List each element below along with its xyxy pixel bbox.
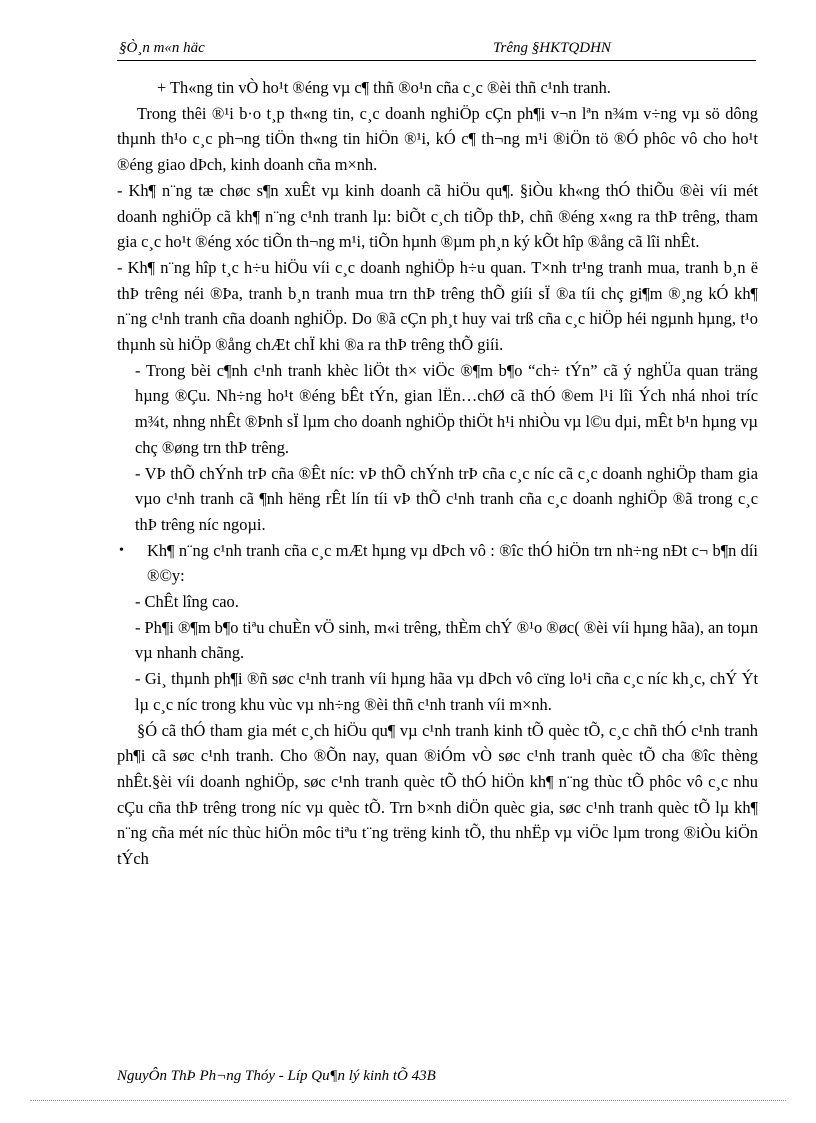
list-item-standards: - Ph¶i ®¶m b¶o tiªu chuÈn vÖ sinh, m«i trêng, thÈm chÝ ®¹o ®øc( ®èi víi hµng hãa), an toµn vµ nhanh chãng. <box>135 617 759 663</box>
paragraph-competitor-info: + Th«ng tin vÒ ho¹t ®éng vµ c¶ thñ ®o¹n cña c¸c ®èi thñ c¹nh tranh. <box>157 78 611 97</box>
paragraph-political-position: - VÞ thÕ chÝnh trÞ cña ®Êt níc: vÞ thÕ chÝnh trÞ cña c¸c níc cã c¸c doanh nghiÖp tham gia vµo c¹nh tranh cã ¶nh hëng rÊt lín tíi vÞ thÕ c¹nh tranh cña c¸c doanh nghiÖp ®ã trong c¸c thÞ trêng níc ngoµi. <box>135 463 758 534</box>
list-item-quality: - ChÊt lîng cao. <box>135 592 239 612</box>
footer-divider <box>30 1100 786 1101</box>
header-course-title: §Ò¸n m«n häc <box>119 40 205 56</box>
paragraph-trust: - Trong bèi c¶nh c¹nh tranh khèc liÖt th× viÖc ®¶m b¶o “ch÷ tÝn” cã ý nghÜa quan träng hµng ®Çu. Nh÷ng ho¹t ®éng bÊt tÝn, gian lËn…chØ cã thÓ ®em l¹i lîi Ých nhá nhoi tríc m¾t, nhng nhÊt ®Þnh sÏ lµm cho doanh nghiÖp thiÖt h¹i nhiÒu vµ l©u dµi, mÊt b¹n hµng vµ chç ®øng trn thÞ trêng. <box>135 360 758 457</box>
paragraph-international-competitiveness: §Ó cã thÓ tham gia mét c¸ch hiÖu qu¶ vµ c¹nh tranh kinh tÕ quèc tÕ, c¸c chñ thÓ c¹nh tranh ph¶i cã søc c¹nh tranh. Cho ®Õn nay, quan ®iÓm vÒ søc c¹nh tranh quèc tÕ cha ®îc thèng nhÊt.§èi víi doanh nghiÖp, søc c¹nh tranh quèc tÕ thÓ hiÖn kh¶ n¨ng thùc tÕ phôc vô c¸c nhu cÇu cña thÞ trêng trong níc vµ quèc tÕ. Trn b×nh diÖn quèc gia, søc c¹nh tranh quèc tÕ lµ kh¶ n¨ng cña mét níc thùc hiÖn môc tiªu t¨ng trëng kinh tÕ, thu nhËp vµ viÖc lµm trong ®iÒu kiÖn tÝch <box>117 720 758 869</box>
paragraph-production-organization: - Kh¶ n¨ng tæ chøc s¶n xuÊt vµ kinh doanh cã hiÖu qu¶. §iÒu kh«ng thÓ thiÕu ®èi víi mét doanh nghiÖp cã kh¶ n¨ng c¹nh tranh lµ: biÕt c¸ch tiÕp thÞ, chñ ®éng x«ng ra thÞ trêng, tham gia c¸c ho¹t ®éng xóc tiÕn th¬ng m¹i, tiÕn hµnh ®µm ph¸n ký kÕt hîp ®ång cã lîi nhÊt. <box>117 180 758 252</box>
list-item-price: - Gi¸ thµnh ph¶i ®ñ søc c¹nh tranh víi hµng hãa vµ dÞch vô cïng lo¹i cña c¸c níc kh¸c, chÝ Ýt lµ c¸c níc trong khu vùc vµ nh÷ng ®èi thñ c¹nh tranh víi m×nh. <box>135 669 758 714</box>
page-footer: NguyÔn ThÞ Ph¬ng Thóy - Líp Qu¶n lý kinh tÕ 43B <box>117 1068 436 1084</box>
paragraph-cooperation: - Kh¶ n¨ng hîp t¸c h÷u hiÖu víi c¸c doanh nghiÖp h÷u quan. T×nh tr¹ng tranh mua, tranh b¸n ë thÞ trêng néi ®Þa, tranh b¸n tranh mua trn thÞ trêng thÕ giíi sÏ ®a tíi chç gi¶m ®¸ng kÓ kh¶ n¨ng c¹nh tranh cña doanh nghiÖp. Do ®ã cÇn ph¸t huy vai trß cña c¸c hiÖp héi ngµnh hµng, t¹o thµnh sù hiÖp ®ång chÆt chÏ khi ®a ra thÞ trêng thÕ giíi. <box>117 257 758 355</box>
bullet-text: Kh¶ n¨ng c¹nh tranh cña c¸c mÆt hµng vµ dÞch vô : ®îc thÓ hiÖn trn nh÷ng nÐt c¬ b¶n díi ®©y: <box>147 540 758 586</box>
paragraph-bullet-competitiveness <box>117 538 758 589</box>
paragraph-information-age: Trong thêi ®¹i b·o t¸p th«ng tin, c¸c doanh nghiÖp cÇn ph¶i v¬n lªn n¾m v÷ng vµ sö dông thµnh th¹o c¸c ph¬ng tiÖn th«ng tin hiÖn ®¹i, kÓ c¶ th¬ng m¹i ®iÖn tö ®Ó phôc vô cho ho¹t ®éng giao dÞch, kinh doanh cña m×nh. <box>117 103 758 175</box>
document-body <box>117 75 758 872</box>
bullet-icon: • <box>119 542 124 558</box>
header-university: Trêng §HKTQDHN <box>493 40 611 56</box>
page-header <box>117 38 756 61</box>
